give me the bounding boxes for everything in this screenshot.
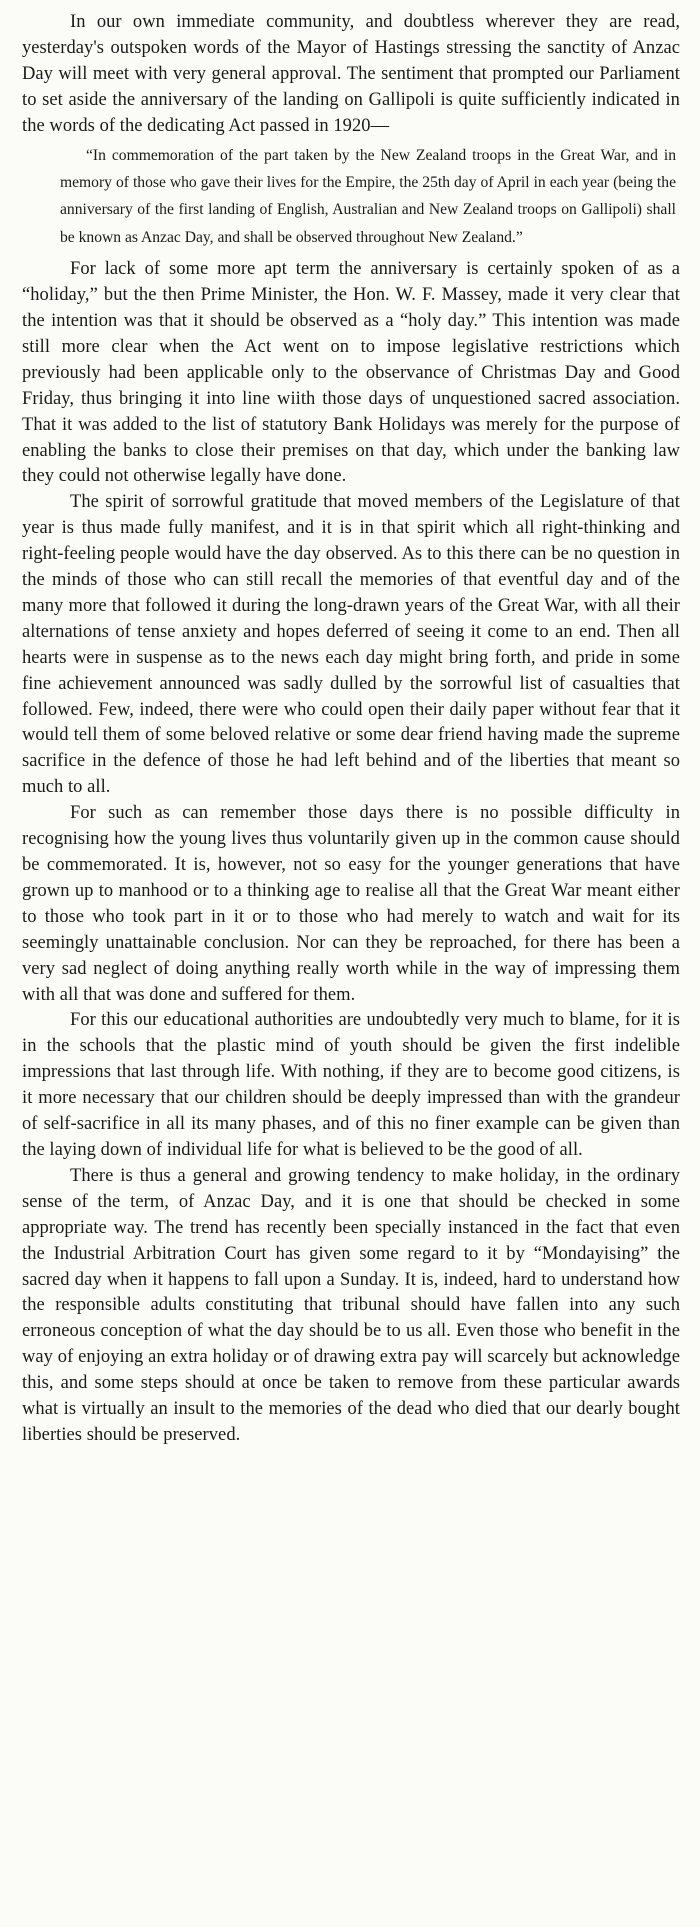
article-paragraph-3: The spirit of sorrowful gratitude that moved members of the Legislature of that year is thus made fully manifest, and it is in that spirit which all right-thinking and right-feeling people would have the day observed. As to this there can be no question in the minds of those who can still recall the memories of that eventful day and of the many more that followed it during the long-drawn years of the Great War, with all their alternations of tense anxiety and hopes deferred of seeing it come to an end. Then all hearts were in suspense as to the news each day might bring forth, and pride in some fine achievement announced was sadly dulled by the sorrowful list of casualties that followed. Few, indeed, there were who could open their daily paper without fear that it would tell them of some beloved relative or some dear friend having made the supreme sacrifice in the defence of those he had left behind and of the liberties that meant so much to all. bbox=[22, 492, 680, 798]
article-paragraph-1: In our own immediate community, and doubtless wherever they are read, yesterday's outspoken words of the Mayor of Hastings stressing the sanctity of Anzac Day will meet with very general approval. The sentiment that prompted our Parliament to set aside the anniversary of the landing on Gallipoli is quite sufficiently indicated in the words of the dedicating Act passed in 1920— bbox=[22, 12, 680, 136]
article-paragraph-5: For this our educational authorities are undoubtedly very much to blame, for it is in the schools that the plastic mind of youth should be given the first indelible impressions that last through life. With nothing, if they are to become good citizens, is it more necessary that our children should be deeply impressed than with the grandeur of self-sacrifice in all its many phases, and of this no finer example can be given than the laying down of individual life for what is believed to be the good of all. bbox=[22, 1010, 680, 1160]
article-paragraph-2: For lack of some more apt term the anniversary is certainly spoken of as a “holiday,” but the then Prime Minister, the Hon. W. F. Massey, made it very clear that the intention was that it should be observed as a “holy day.” This intention was made still more clear when the Act went on to impose legislative restrictions which previously had been applicable only to the observance of Christmas Day and Good Friday, thus bringing it into line wiith those days of unquestioned sacred association. That it was added to the list of statutory Bank Holidays was merely for the purpose of enabling the banks to close their premises on that day, which under the banking law they could not otherwise legally have done. bbox=[22, 259, 680, 487]
article-paragraph-6: There is thus a general and growing tendency to make holiday, in the ordinary sense of the term, of Anzac Day, and it is one that should be checked in some appropriate way. The trend has recently been specially instanced in the fact that even the Industrial Arbitration Court has given some regard to it by “Mondayising” the sacred day when it happens to fall upon a Sunday. It is, indeed, hard to understand how the responsible adults constituting that tribunal should have fallen into any such erroneous conception of what the day should be to us all. Even those who benefit in the way of enjoying an extra holiday or of drawing extra pay will scarcely but acknowledge this, and some steps should at once be taken to remove from these particular awards what is virtually an insult to the memories of the dead who died that our dearly bought liberties should be preserved. bbox=[22, 1165, 680, 1445]
act-quotation: “In commemoration of the part taken by the New Zealand troops in the Great War, and in memory of those who gave their lives for the Empire, the 25th day of April in each year (being the anniversary of the first landing of English, Australian and New Zealand troops on Gallipoli) shall be known as Anzac Day, and shall be observed throughout New Zealand.” bbox=[60, 146, 676, 246]
article-column bbox=[22, 10, 680, 1449]
article-paragraph-4: For such as can remember those days there is no possible difficulty in recognising how the young lives thus voluntarily given up in the common cause should be commemorated. It is, however, not so easy for the younger generations that have grown up to manhood or to a thinking age to realise all that the Great War meant either to those who took part in it or to those who had merely to watch and wait for its seemingly unattainable conclusion. Nor can they be reproached, for there has been a very sad neglect of doing anything really worth while in the way of impressing them with all that was done and suffered for them. bbox=[22, 803, 680, 1005]
